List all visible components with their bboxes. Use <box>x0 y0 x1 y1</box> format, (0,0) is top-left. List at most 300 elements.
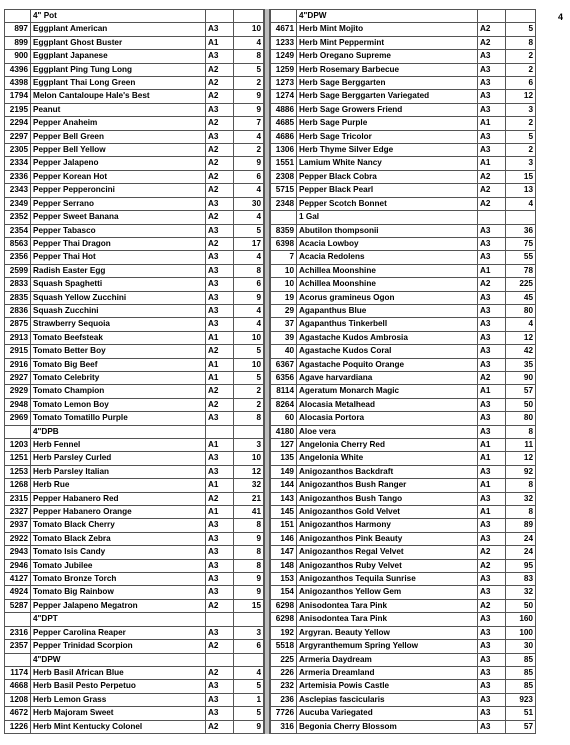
location-code: A3 <box>206 103 234 116</box>
table-row <box>5 318 264 331</box>
item-code: 37 <box>271 318 297 331</box>
item-name: Squash Spaghetti <box>31 278 206 291</box>
location-code: A3 <box>478 626 506 639</box>
location-code: A2 <box>206 63 234 76</box>
table-row <box>271 465 536 478</box>
quantity: 85 <box>506 680 536 693</box>
item-code <box>271 10 297 23</box>
item-name: Anigozanthos Ruby Velvet <box>297 559 478 572</box>
table-row <box>271 680 536 693</box>
item-name: Herb Sage Berggarten <box>297 77 478 90</box>
quantity: 4 <box>234 184 264 197</box>
item-name: Anigozanthos Gold Velvet <box>297 506 478 519</box>
location-code: A2 <box>478 36 506 49</box>
item-name: Tomato Isis Candy <box>31 546 206 559</box>
item-code: 4924 <box>5 586 31 599</box>
item-code: 225 <box>271 653 297 666</box>
item-name: Eggplant Ping Tung Long <box>31 63 206 76</box>
location-code: A3 <box>478 519 506 532</box>
quantity: 10 <box>234 358 264 371</box>
item-name: Tomato Champion <box>31 385 206 398</box>
table-row <box>5 90 264 103</box>
table-row <box>5 331 264 344</box>
quantity: 8 <box>506 479 536 492</box>
table-row <box>5 130 264 143</box>
section-header: 4"DPB <box>31 425 206 438</box>
section-header-row <box>271 211 536 224</box>
item-code: 4671 <box>271 23 297 36</box>
table-row <box>271 358 536 371</box>
quantity: 2 <box>234 398 264 411</box>
quantity: 2 <box>506 50 536 63</box>
item-code: 2915 <box>5 345 31 358</box>
quantity: 8 <box>234 50 264 63</box>
item-code: 1259 <box>271 63 297 76</box>
item-code: 8563 <box>5 237 31 250</box>
location-code: A3 <box>206 278 234 291</box>
item-code: 2354 <box>5 224 31 237</box>
table-row <box>5 693 264 706</box>
table-row <box>271 318 536 331</box>
item-name: Anigozanthos Bush Tango <box>297 492 478 505</box>
item-code: 8114 <box>271 385 297 398</box>
table-row <box>5 666 264 679</box>
item-code: 2308 <box>271 170 297 183</box>
table-row <box>271 546 536 559</box>
table-row <box>271 304 536 317</box>
item-code: 146 <box>271 532 297 545</box>
quantity: 1 <box>234 693 264 706</box>
item-name: Pepper Pepperoncini <box>31 184 206 197</box>
item-name: Squash Zucchini <box>31 304 206 317</box>
item-name: Herb Fennel <box>31 439 206 452</box>
table-row <box>271 613 536 626</box>
location-code: A2 <box>206 237 234 250</box>
location-code: A1 <box>206 479 234 492</box>
quantity: 10 <box>234 452 264 465</box>
location-code: A3 <box>478 237 506 250</box>
quantity: 225 <box>506 278 536 291</box>
table-row <box>5 573 264 586</box>
item-code: 1226 <box>5 720 31 733</box>
quantity: 3 <box>506 103 536 116</box>
location-code: A3 <box>478 586 506 599</box>
table-row <box>271 599 536 612</box>
table-row <box>5 412 264 425</box>
table-row <box>271 666 536 679</box>
item-name: Herb Parsley Curled <box>31 452 206 465</box>
quantity: 85 <box>506 666 536 679</box>
item-code: 40 <box>271 345 297 358</box>
table-row <box>5 237 264 250</box>
location-code: A3 <box>478 412 506 425</box>
item-name: Argyranthemum Spring Yellow <box>297 640 478 653</box>
table-row <box>5 398 264 411</box>
item-name: Pepper Korean Hot <box>31 170 206 183</box>
location-code <box>206 10 234 23</box>
quantity: 8 <box>506 425 536 438</box>
quantity: 42 <box>506 345 536 358</box>
item-name: Acorus gramineus Ogon <box>297 291 478 304</box>
quantity: 9 <box>234 103 264 116</box>
item-code: 19 <box>271 291 297 304</box>
section-header: 4" Pot <box>31 10 206 23</box>
item-name: Peanut <box>31 103 206 116</box>
item-code: 316 <box>271 720 297 733</box>
location-code: A3 <box>478 573 506 586</box>
quantity: 30 <box>234 197 264 210</box>
table-row <box>5 385 264 398</box>
item-code: 4127 <box>5 573 31 586</box>
item-name: Armeria Dreamland <box>297 666 478 679</box>
quantity: 9 <box>234 573 264 586</box>
item-code: 6398 <box>271 237 297 250</box>
item-name: Melon Cantaloupe Hale's Best <box>31 90 206 103</box>
item-name: Artemisia Powis Castle <box>297 680 478 693</box>
table-row <box>5 251 264 264</box>
item-name: Eggplant Thai Long Green <box>31 77 206 90</box>
item-name: Anisodontea Tara Pink <box>297 613 478 626</box>
section-header: 1 Gal <box>297 211 478 224</box>
quantity: 6 <box>234 640 264 653</box>
item-code: 4396 <box>5 63 31 76</box>
quantity: 2 <box>234 77 264 90</box>
quantity: 92 <box>506 465 536 478</box>
item-name: Agapanthus Blue <box>297 304 478 317</box>
item-name: Pepper Carolina Reaper <box>31 626 206 639</box>
location-code: A2 <box>206 90 234 103</box>
quantity: 9 <box>234 157 264 170</box>
location-code: A3 <box>478 63 506 76</box>
section-header: 4"DPW <box>297 10 478 23</box>
location-code: A1 <box>206 439 234 452</box>
location-code: A1 <box>206 36 234 49</box>
location-code: A3 <box>206 291 234 304</box>
table-row <box>271 345 536 358</box>
location-code: A1 <box>478 117 506 130</box>
quantity: 24 <box>506 546 536 559</box>
item-name: Asclepias fascicularis <box>297 693 478 706</box>
item-code: 8359 <box>271 224 297 237</box>
quantity: 4 <box>234 211 264 224</box>
quantity: 2 <box>506 63 536 76</box>
item-name: Eggplant Ghost Buster <box>31 36 206 49</box>
quantity: 3 <box>506 157 536 170</box>
quantity: 80 <box>506 412 536 425</box>
quantity: 8 <box>234 559 264 572</box>
item-code: 154 <box>271 586 297 599</box>
item-code: 2836 <box>5 304 31 317</box>
item-name: Herb Oregano Supreme <box>297 50 478 63</box>
item-code: 2875 <box>5 318 31 331</box>
item-code: 6298 <box>271 613 297 626</box>
location-code: A3 <box>478 720 506 733</box>
table-row <box>5 452 264 465</box>
table-row <box>271 291 536 304</box>
location-code: A3 <box>478 345 506 358</box>
quantity: 17 <box>234 237 264 250</box>
quantity: 8 <box>506 36 536 49</box>
table-row <box>271 264 536 277</box>
item-name: Pepper Black Pearl <box>297 184 478 197</box>
location-code: A3 <box>478 465 506 478</box>
location-code: A2 <box>478 546 506 559</box>
location-code: A3 <box>478 707 506 720</box>
item-code: 127 <box>271 439 297 452</box>
item-name: Herb Majoram Sweet <box>31 707 206 720</box>
quantity: 4 <box>234 304 264 317</box>
quantity: 78 <box>506 264 536 277</box>
item-name: Pepper Thai Hot <box>31 251 206 264</box>
item-code: 2356 <box>5 251 31 264</box>
table-row <box>5 599 264 612</box>
item-code: 2969 <box>5 412 31 425</box>
table-row <box>271 197 536 210</box>
inventory-sheet <box>4 9 536 734</box>
quantity: 4 <box>234 666 264 679</box>
location-code <box>206 653 234 666</box>
table-row <box>271 559 536 572</box>
item-name: Anigozanthos Bush Ranger <box>297 479 478 492</box>
quantity: 100 <box>506 626 536 639</box>
item-code: 2943 <box>5 546 31 559</box>
table-row <box>271 720 536 733</box>
item-code: 4672 <box>5 707 31 720</box>
item-code: 151 <box>271 519 297 532</box>
location-code: A1 <box>478 439 506 452</box>
location-code: A3 <box>478 103 506 116</box>
table-row <box>271 50 536 63</box>
table-row <box>5 264 264 277</box>
item-name: Anigozanthos Harmony <box>297 519 478 532</box>
item-name: Tomato Big Beef <box>31 358 206 371</box>
quantity: 75 <box>506 237 536 250</box>
item-code: 6298 <box>271 599 297 612</box>
table-row <box>5 50 264 63</box>
item-code: 2913 <box>5 331 31 344</box>
quantity: 21 <box>234 492 264 505</box>
location-code: A3 <box>478 425 506 438</box>
section-header-row <box>271 10 536 23</box>
quantity: 5 <box>234 224 264 237</box>
item-code: 29 <box>271 304 297 317</box>
item-code: 2948 <box>5 398 31 411</box>
quantity: 5 <box>506 130 536 143</box>
quantity: 50 <box>506 599 536 612</box>
item-code: 2937 <box>5 519 31 532</box>
table-row <box>5 23 264 36</box>
item-name: Herb Mint Kentucky Colonel <box>31 720 206 733</box>
location-code: A3 <box>206 304 234 317</box>
location-code: A2 <box>206 599 234 612</box>
item-code: 39 <box>271 331 297 344</box>
item-name: Aloe vera <box>297 425 478 438</box>
table-row <box>5 103 264 116</box>
section-header-row <box>5 425 264 438</box>
quantity: 4 <box>234 36 264 49</box>
item-code: 1249 <box>271 50 297 63</box>
location-code: A3 <box>478 532 506 545</box>
item-code: 2927 <box>5 371 31 384</box>
item-code: 4398 <box>5 77 31 90</box>
location-code: A2 <box>206 211 234 224</box>
item-code: 2835 <box>5 291 31 304</box>
table-row <box>5 197 264 210</box>
item-name: Herb Lemon Grass <box>31 693 206 706</box>
item-name: Tomato Black Cherry <box>31 519 206 532</box>
item-name: Tomato Big Rainbow <box>31 586 206 599</box>
item-code: 1174 <box>5 666 31 679</box>
location-code: A3 <box>478 50 506 63</box>
table-row <box>5 358 264 371</box>
table-row <box>5 278 264 291</box>
quantity: 24 <box>506 532 536 545</box>
table-row <box>5 465 264 478</box>
quantity: 36 <box>506 224 536 237</box>
quantity: 57 <box>506 385 536 398</box>
location-code: A1 <box>478 157 506 170</box>
item-name: Tomato Tomatillo Purple <box>31 412 206 425</box>
table-row <box>271 519 536 532</box>
location-code: A3 <box>478 331 506 344</box>
quantity: 2 <box>506 144 536 157</box>
item-code: 2833 <box>5 278 31 291</box>
location-code: A3 <box>478 613 506 626</box>
location-code: A1 <box>206 506 234 519</box>
location-code: A3 <box>206 224 234 237</box>
item-name: Tomato Lemon Boy <box>31 398 206 411</box>
item-name: Tomato Bronze Torch <box>31 573 206 586</box>
item-name: Aucuba Variegated <box>297 707 478 720</box>
item-name: Herb Sage Growers Friend <box>297 103 478 116</box>
item-name: Achillea Moonshine <box>297 264 478 277</box>
table-row <box>271 170 536 183</box>
quantity: 5 <box>234 345 264 358</box>
item-name: Pepper Thai Dragon <box>31 237 206 250</box>
item-code: 900 <box>5 50 31 63</box>
page-number: 4 <box>558 12 564 22</box>
location-code: A3 <box>206 50 234 63</box>
quantity: 10 <box>234 331 264 344</box>
location-code: A3 <box>206 519 234 532</box>
item-code: 6367 <box>271 358 297 371</box>
item-code: 2929 <box>5 385 31 398</box>
quantity: 13 <box>506 184 536 197</box>
quantity: 6 <box>234 170 264 183</box>
location-code: A3 <box>206 452 234 465</box>
table-row <box>5 224 264 237</box>
table-row <box>271 90 536 103</box>
item-code: 10 <box>271 278 297 291</box>
item-code: 2305 <box>5 144 31 157</box>
table-row <box>5 184 264 197</box>
table-row <box>5 170 264 183</box>
table-row <box>271 653 536 666</box>
location-code: A2 <box>478 559 506 572</box>
location-code: A3 <box>206 251 234 264</box>
table-row <box>5 626 264 639</box>
table-row <box>271 157 536 170</box>
location-code: A3 <box>206 197 234 210</box>
quantity: 32 <box>234 479 264 492</box>
quantity <box>234 10 264 23</box>
location-code: A2 <box>478 23 506 36</box>
table-row <box>5 546 264 559</box>
item-name: Armeria Daydream <box>297 653 478 666</box>
item-code: 897 <box>5 23 31 36</box>
location-code: A3 <box>478 291 506 304</box>
quantity: 11 <box>506 439 536 452</box>
table-row <box>271 586 536 599</box>
location-code: A3 <box>206 412 234 425</box>
quantity: 5 <box>234 371 264 384</box>
item-code: 145 <box>271 506 297 519</box>
item-name: Herb Sage Berggarten Variegated <box>297 90 478 103</box>
item-code: 2316 <box>5 626 31 639</box>
item-code: 2334 <box>5 157 31 170</box>
location-code: A2 <box>206 184 234 197</box>
quantity: 9 <box>234 90 264 103</box>
item-code: 2195 <box>5 103 31 116</box>
quantity <box>234 613 264 626</box>
location-code: A2 <box>206 157 234 170</box>
quantity: 8 <box>234 412 264 425</box>
quantity: 4 <box>234 130 264 143</box>
quantity: 9 <box>234 532 264 545</box>
table-row <box>271 479 536 492</box>
quantity: 89 <box>506 519 536 532</box>
item-name: Argyran. Beauty Yellow <box>297 626 478 639</box>
item-name: Herb Basil African Blue <box>31 666 206 679</box>
quantity: 3 <box>234 626 264 639</box>
location-code: A2 <box>206 666 234 679</box>
location-code: A3 <box>206 586 234 599</box>
quantity: 923 <box>506 693 536 706</box>
location-code <box>478 211 506 224</box>
table-row <box>271 117 536 130</box>
location-code: A1 <box>478 264 506 277</box>
table-row <box>271 77 536 90</box>
location-code: A3 <box>478 398 506 411</box>
quantity: 85 <box>506 653 536 666</box>
table-row <box>5 144 264 157</box>
item-code: 2916 <box>5 358 31 371</box>
quantity: 8 <box>234 546 264 559</box>
item-code <box>5 425 31 438</box>
location-code: A2 <box>206 492 234 505</box>
item-name: Tomato Black Zebra <box>31 532 206 545</box>
table-row <box>5 345 264 358</box>
table-row <box>5 36 264 49</box>
item-name: Alocasia Portora <box>297 412 478 425</box>
location-code: A3 <box>206 626 234 639</box>
location-code: A1 <box>206 358 234 371</box>
item-name: Strawberry Sequoia <box>31 318 206 331</box>
location-code: A2 <box>478 371 506 384</box>
item-name: Anigozanthos Regal Velvet <box>297 546 478 559</box>
quantity: 9 <box>234 291 264 304</box>
item-name: Tomato Celebrity <box>31 371 206 384</box>
location-code <box>206 613 234 626</box>
location-code: A1 <box>478 452 506 465</box>
table-row <box>271 425 536 438</box>
item-name: Angelonia White <box>297 452 478 465</box>
location-code: A3 <box>478 304 506 317</box>
table-row <box>5 77 264 90</box>
location-code: A3 <box>206 559 234 572</box>
quantity: 32 <box>506 492 536 505</box>
quantity: 90 <box>506 371 536 384</box>
